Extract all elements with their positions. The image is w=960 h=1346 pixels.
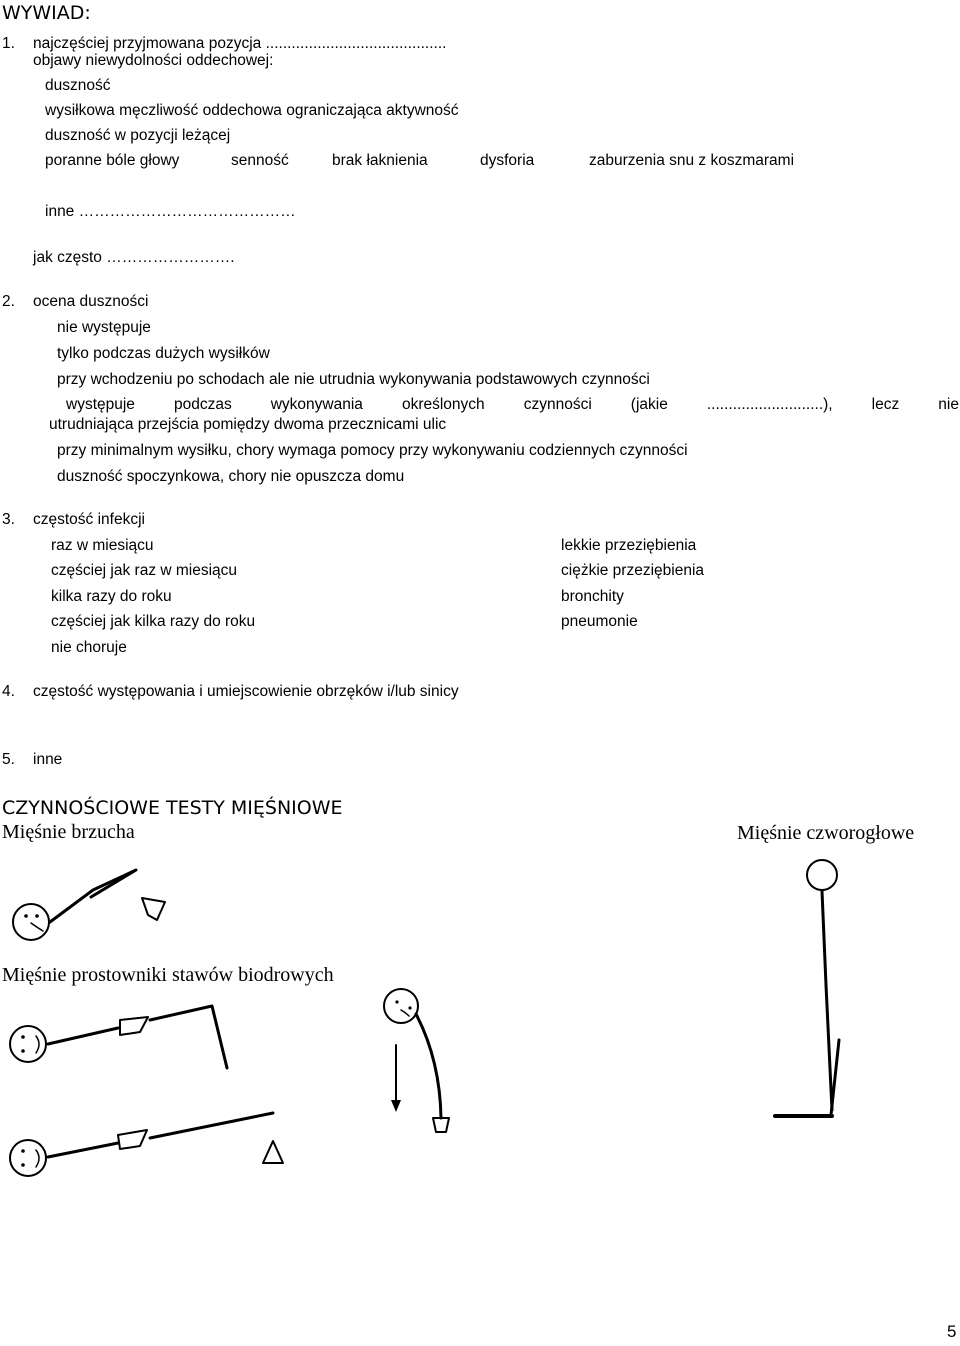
dyspnea-option: nie występuje [57, 319, 151, 336]
quadriceps-label: Mięśnie czworogłowe [737, 822, 915, 844]
q1-number: 1. [2, 35, 15, 52]
quadriceps-figure [775, 860, 839, 1116]
frequency-option: nie choruje [51, 639, 127, 656]
q3-number: 3. [2, 511, 15, 528]
frequency-option: raz w miesiącu [51, 537, 154, 554]
hip-extensors-label: Mięśnie prostowniki stawów biodrowych [2, 964, 334, 986]
word: lecz [871, 396, 900, 413]
dyspnea-option: tylko podczas dużych wysiłków [57, 345, 270, 362]
symptom-item: brak łaknienia [332, 152, 428, 169]
word: czynności [523, 396, 592, 413]
q4-number: 4. [2, 683, 15, 700]
infection-type: ciężkie przeziębienia [561, 562, 705, 579]
page-number: 5 [947, 1322, 957, 1341]
hip-extensors-figure-lower [10, 1113, 283, 1176]
interview-title: WYWIAD: [2, 2, 91, 24]
word: ...........................), [706, 396, 833, 413]
abdominal-figure [13, 870, 165, 940]
word: podczas [173, 396, 232, 413]
tests-title: CZYNNOŚCIOWE TESTY MIĘŚNIOWE [2, 797, 343, 819]
hanging-figure [384, 989, 449, 1132]
q3-title: częstość infekcji [33, 511, 145, 528]
infection-type: pneumonie [561, 613, 638, 630]
q1-subheading: objawy niewydolności oddechowej: [33, 52, 274, 69]
word: (jakie [630, 396, 668, 413]
dyspnea-option: duszność spoczynkowa, chory nie opuszcza domu [57, 468, 405, 485]
symptom-item: zaburzenia snu z koszmarami [589, 152, 795, 169]
abdominal-label: Mięśnie brzucha [2, 821, 135, 843]
word: wykonywania [270, 396, 363, 413]
dyspnea-option-continuation: utrudniająca przejścia pomiędzy dwoma przecznicami ulic [49, 416, 447, 433]
dyspnea-option: przy minimalnym wysiłku, chory wymaga pomocy przy wykonywaniu codziennych czynności [57, 442, 688, 459]
q5-number: 5. [2, 751, 15, 768]
infection-type: bronchity [561, 588, 624, 605]
symptom-item: poranne bóle głowy [45, 152, 180, 169]
q2-number: 2. [2, 293, 15, 310]
word: występuje [66, 396, 135, 413]
symptom-item: duszność [45, 77, 111, 94]
symptom-item: dysforia [480, 152, 535, 169]
q5-text: inne [33, 751, 63, 768]
how-often-field: jak często ……………………. [33, 249, 235, 266]
q1-text: najczęściej przyjmowana pozycja .......................................... [33, 35, 447, 52]
word: nie [938, 396, 959, 413]
symptom-item: duszność w pozycji leżącej [45, 127, 231, 144]
frequency-option: częściej jak kilka razy do roku [51, 613, 256, 630]
hip-extensors-figure-upper [10, 1006, 227, 1068]
q4-text: częstość występowania i umiejscowienie obrzęków i/lub sinicy [33, 683, 459, 700]
symptom-item: senność [231, 152, 289, 169]
word: określonych [401, 396, 485, 413]
other-field: inne …………………………………… [45, 203, 296, 220]
frequency-option: kilka razy do roku [51, 588, 172, 605]
q2-title: ocena duszności [33, 293, 149, 310]
frequency-option: częściej jak raz w miesiącu [51, 562, 238, 579]
symptom-item: wysiłkowa męczliwość oddechowa ograniczająca aktywność [45, 102, 459, 119]
infection-type: lekkie przeziębienia [561, 537, 697, 554]
dyspnea-option: przy wchodzeniu po schodach ale nie utrudnia wykonywania podstawowych czynności [57, 371, 650, 388]
